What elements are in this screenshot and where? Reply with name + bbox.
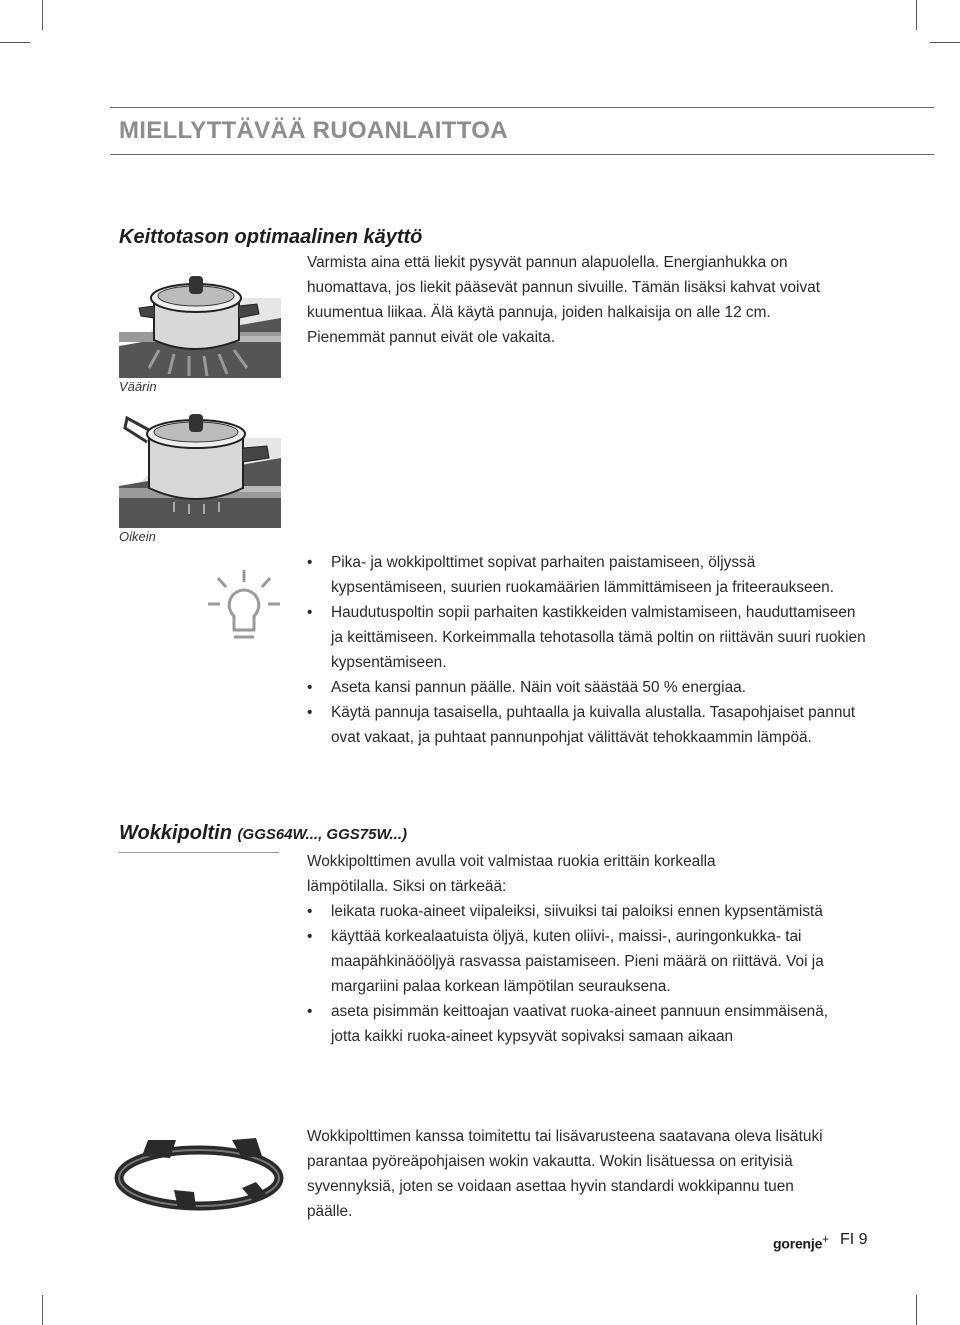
list-item: • käyttää korkealaatuista öljyä, kuten oliivi-, maissi-, auringonkukka- tai maapähkinäööljyä rasvassa paistamiseen. Pieni määrä on riittävä. Voi ja margariini palaa korkean lämpötilan seurauksena. (307, 924, 847, 999)
wok-heading-text: Wokkipoltin (119, 822, 232, 844)
crop-mark (916, 0, 917, 30)
crop-mark (42, 0, 43, 30)
hob-use-intro: Varmista aina että liekit pysyvät pannun alapuolella. Energianhukka on huomattava, jos liekit pääsevät pannun sivuille. Tämän lisäksi kahvat voivat kuumentua liikaa. Älä käytä pannuja, joiden halkaisija on alle 12 cm. Pienemmät pannut eivät ole vakaita. (307, 254, 821, 346)
tips-list (307, 550, 867, 750)
wok-support-ring-icon (114, 1128, 284, 1214)
wok-heading-models: (GGS64W..., GGS75W...) (237, 826, 407, 843)
crop-mark (930, 42, 960, 43)
list-item: • Käytä pannuja tasaisella, puhtaalla ja kuivalla alustalla. Tasapohjaiset pannut ovat vakaat, ja puhtaat pannunpohjat välittävät tehokkaammin lämpöä. (307, 700, 867, 750)
list-item: • Pika- ja wokkipolttimet sopivat parhaiten paistamiseen, öljyssä kypsentämiseen, suurien ruokamäärien lämmittämiseen ja friteeraukseen. (307, 550, 867, 600)
list-item: • aseta pisimmän keittoajan vaativat ruoka-aineet pannuun ensimmäisenä, jotta kaikki ruoka-aineet kypsyvät sopivaksi samaan aikaan (307, 999, 847, 1049)
caption-wrong: Väärin (119, 379, 157, 394)
list-item: • Haudutuspoltin sopii parhaiten kastikkeiden valmistamiseen, hauduttamiseen ja keittämiseen. Korkeimmalla tehotasolla tämä poltin on riittävän suuri ruokien kypsentämiseen. (307, 600, 867, 675)
wok-intro: Wokkipolttimen avulla voit valmistaa ruokia erittäin korkealla lämpötilalla. Siksi on tärkeää: (307, 853, 716, 895)
header-top-rule (110, 107, 934, 108)
light-bulb-icon (208, 570, 280, 644)
section-heading-hob-use: Keittotason optimaalinen käyttö (119, 226, 423, 248)
heading-rule (119, 852, 279, 853)
wok-list (307, 899, 847, 1049)
list-item: • Aseta kansi pannun päälle. Näin voit säästää 50 % energiaa. (307, 675, 867, 700)
brand-logo: gorenje+ (773, 1232, 829, 1252)
crop-mark (42, 1295, 43, 1325)
pot-on-burner-right-icon (119, 408, 281, 528)
page-number: FI 9 (840, 1231, 868, 1248)
crop-mark (0, 42, 30, 43)
list-item: • leikata ruoka-aineet viipaleiksi, siivuiksi tai paloiksi ennen kypsentämistä (307, 899, 847, 924)
header-bottom-rule (110, 154, 934, 155)
section-heading-wok-burner (119, 822, 407, 845)
wok-support-text: Wokkipolttimen kanssa toimitettu tai lisävarusteena saatavana oleva lisätuki parantaa pyöreäpohjaisen wokin vakautta. Wokin lisätuessa on erityisiä syvennyksiä, joten se voidaan asettaa hyvin standardi wokkipannu tuen päälle. (307, 1128, 823, 1220)
crop-mark (916, 1295, 917, 1325)
pot-on-burner-wrong-icon (119, 258, 281, 378)
caption-right: Oikein (119, 529, 156, 544)
page-title: MIELLYTTÄVÄÄ RUOANLAITTOA (119, 117, 508, 144)
